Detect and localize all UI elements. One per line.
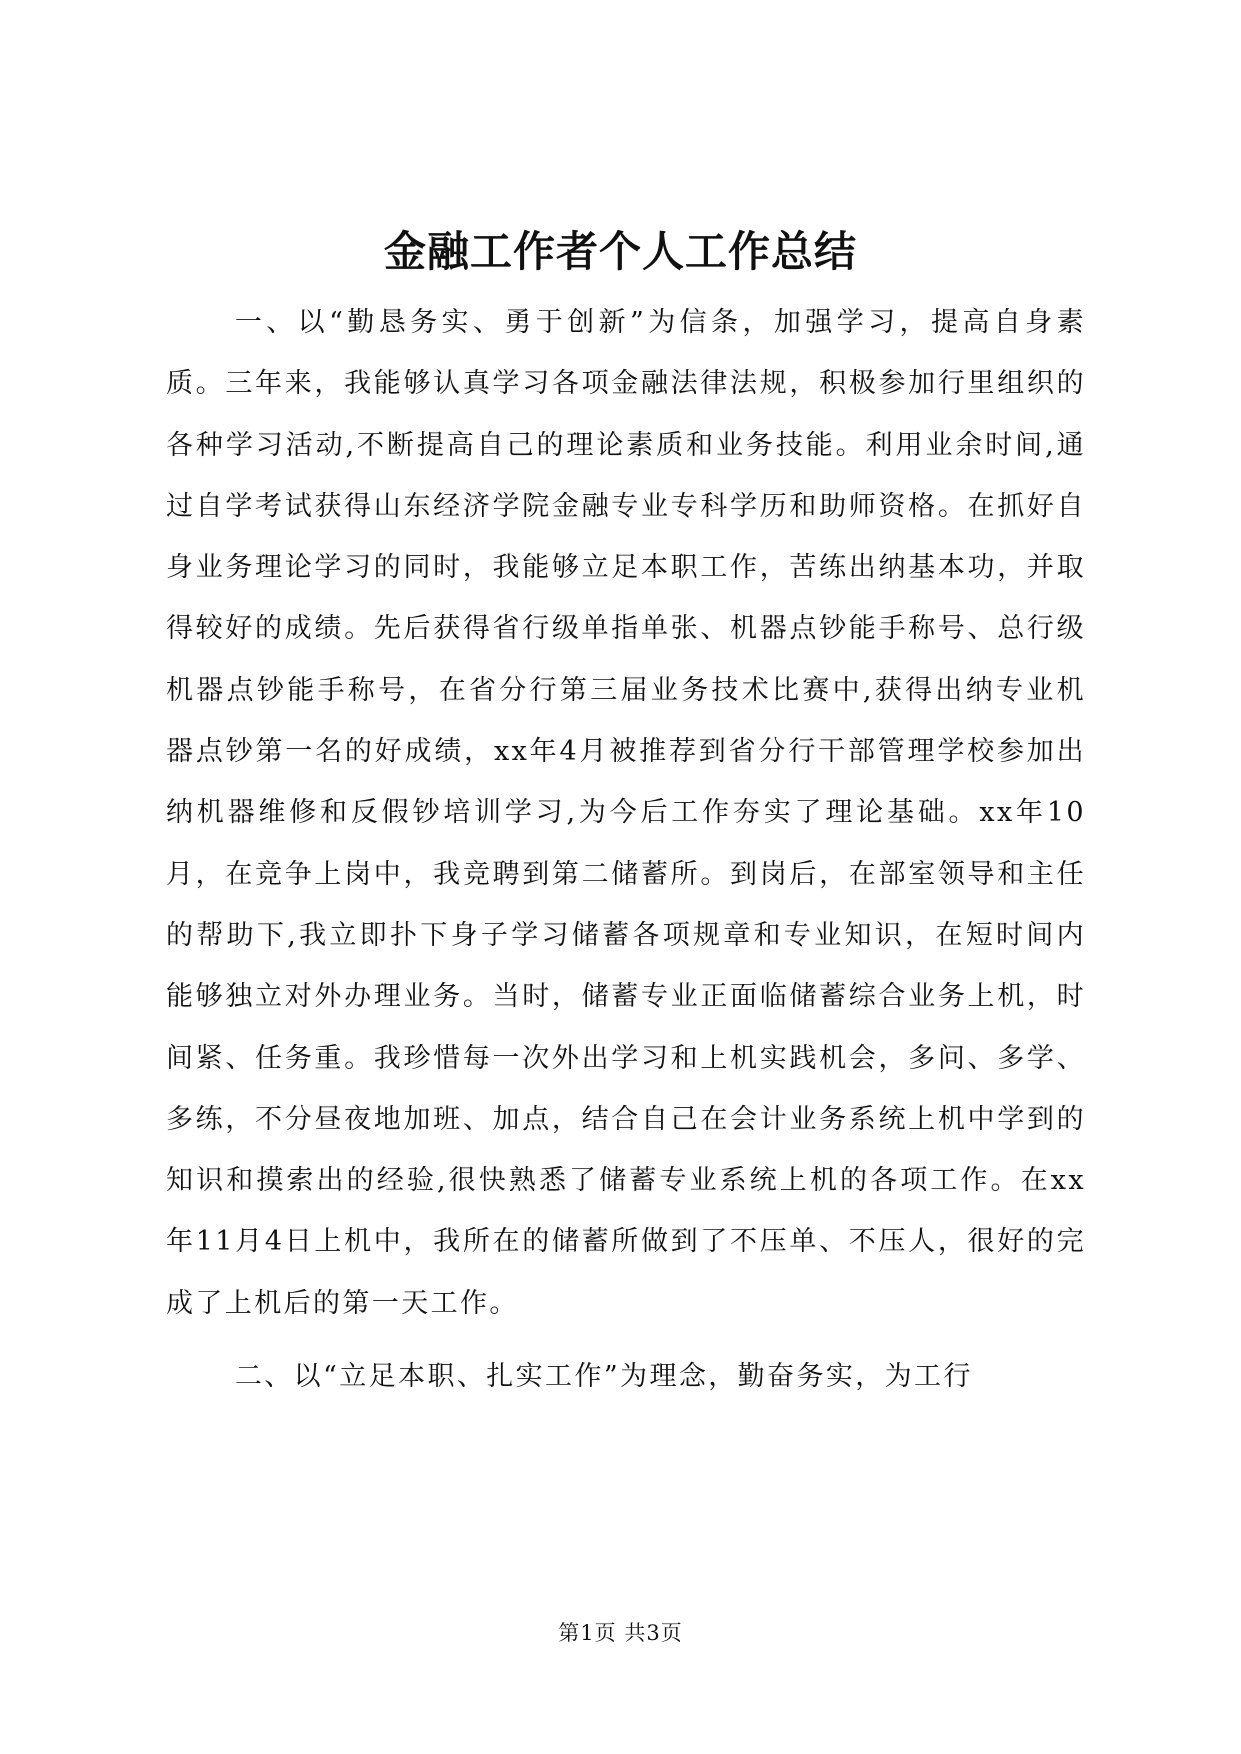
page-number-footer: 第1页 共3页 [558,1621,683,1645]
paragraph-2: 二、以“立足本职、扎实工作”为理念，勤奋务实，为工行 [234,1361,973,1393]
document-title: 金融工作者个人工作总结 [383,227,857,276]
document-body [166,292,1086,1407]
paragraph-1: 一、以“勤恳务实、勇于创新”为信条，加强学习，提高自身素质。三年来，我能够认真学习各项金融法律法规，积极参加行里组织的各种学习活动,不断提高自己的理论素质和业务技能。利用业余时间,通过自学考试获得山东经济学院金融专业专科学历和助师资格。在抓好自身业务理论学习的同时，我能够立足本职工作，苦练出纳基本功，并取得较好的成绩。先后获得省行级单指单张、机器点钞能手称号、总行级机器点钞能手称号，在省分行第三届业务技术比赛中,获得出纳专业机器点钞第一名的好成绩，xx年4月被推荐到省分行干部管理学校参加出纳机器维修和反假钞培训学习,为今后工作夯实了理论基础。xx年10月，在竞争上岗中，我竞聘到第二储蓄所。到岗后，在部室领导和主任的帮助下,我立即扑下身子学习储蓄各项规章和专业知识，在短时间内能够独立对外办理业务。当时，储蓄专业正面临储蓄综合业务上机，时间紧、任务重。我珍惜每一次外出学习和上机实践机会，多问、多学、多练，不分昼夜地加班、加点，结合自己在会计业务系统上机中学到的知识和摸索出的经验,很快熟悉了储蓄专业系统上机的各项工作。在xx年11月4日上机中，我所在的储蓄所做到了不压单、不压人，很好的完成了上机后的第一天工作。 [166,307,1086,1319]
